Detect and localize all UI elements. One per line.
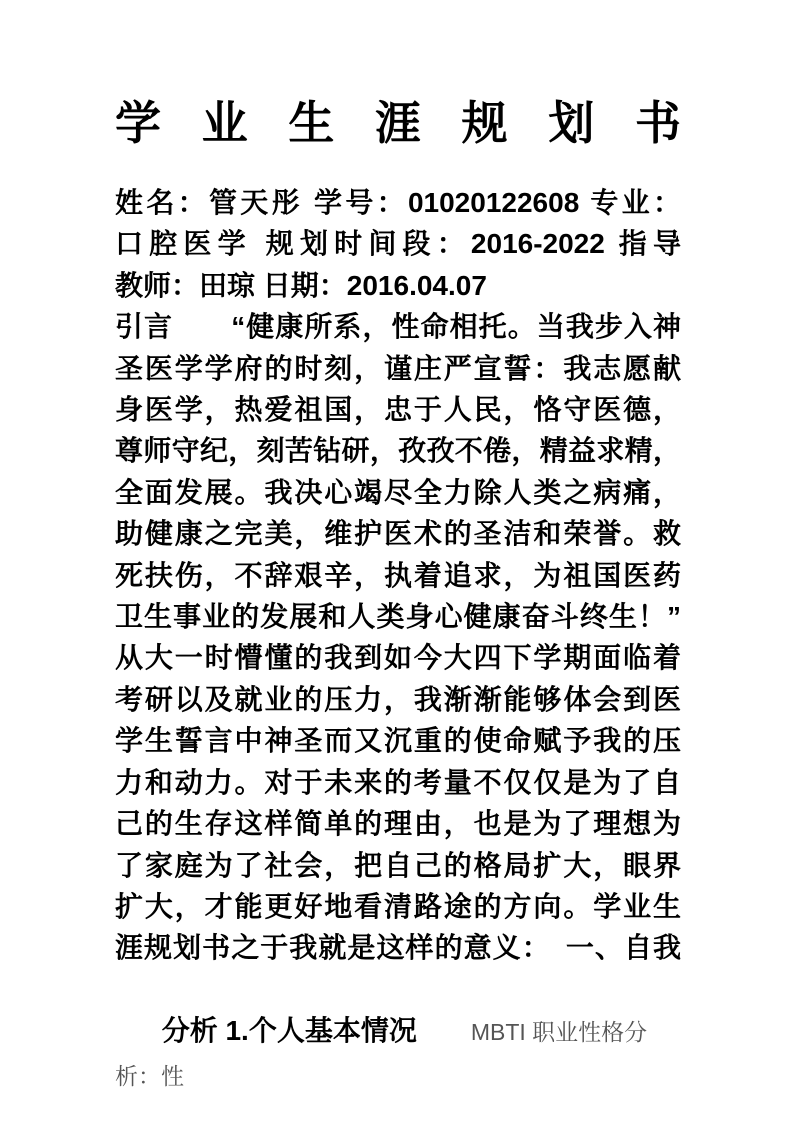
body-line: 圣医学学府的时刻，谨庄严宣誓：我志愿献 (115, 352, 681, 384)
body-line: 引言 “健康所系，性命相托。当我步入神 (115, 311, 681, 343)
body-line-bold-run: 分析 1.个人基本情况 (161, 1015, 417, 1047)
body-line: 死扶伤，不辞艰辛，执着追求，为祖国医药 (115, 559, 681, 591)
body-line: 从大一时懵懂的我到如今大四下学期面临着 (115, 642, 681, 674)
body-line: 尊师守纪，刻苦钻研，孜孜不倦，精益求精， (115, 435, 681, 467)
document-title: 学 业 生 涯 规 划 书 (115, 97, 681, 149)
body-line: 考研以及就业的压力，我渐渐能够体会到医 (115, 683, 681, 715)
body-line: 力和动力。对于未来的考量不仅仅是为了自 (115, 766, 681, 798)
body-line: 卫生事业的发展和人类身心健康奋斗终生！” (115, 601, 681, 633)
body-line: 身医学，热爱祖国，忠于人民，恪守医德， (115, 394, 681, 426)
body-line: 姓名：管天彤 学号：01020122608 专业： (115, 187, 681, 218)
body-line: 助健康之完美，维护医术的圣洁和荣誉。救 (115, 518, 681, 550)
body-line: 扩大，才能更好地看清路途的方向。学业生 (115, 890, 681, 922)
body-line: 己的生存这样简单的理由，也是为了理想为 (115, 808, 681, 840)
body-line-gray-run: MBTI 职业性格分析：性 (115, 1019, 648, 1089)
body-line: 教师：田琼 日期：2016.04.07 (115, 269, 487, 301)
body-line: 学生誓言中神圣而又沉重的使命赋予我的压 (115, 725, 681, 757)
body-line: 口腔医学 规划时间段：2016-2022 指导 (115, 228, 681, 260)
body-line-mixed (115, 969, 681, 1122)
body-line: 全面发展。我决心竭尽全力除人类之病痛， (115, 476, 681, 508)
body-line: 涯规划书之于我就是这样的意义： 一、自我 (115, 932, 681, 964)
body-line: 了家庭为了社会，把自己的格局扩大，眼界 (115, 849, 681, 881)
document-body (115, 182, 681, 1122)
